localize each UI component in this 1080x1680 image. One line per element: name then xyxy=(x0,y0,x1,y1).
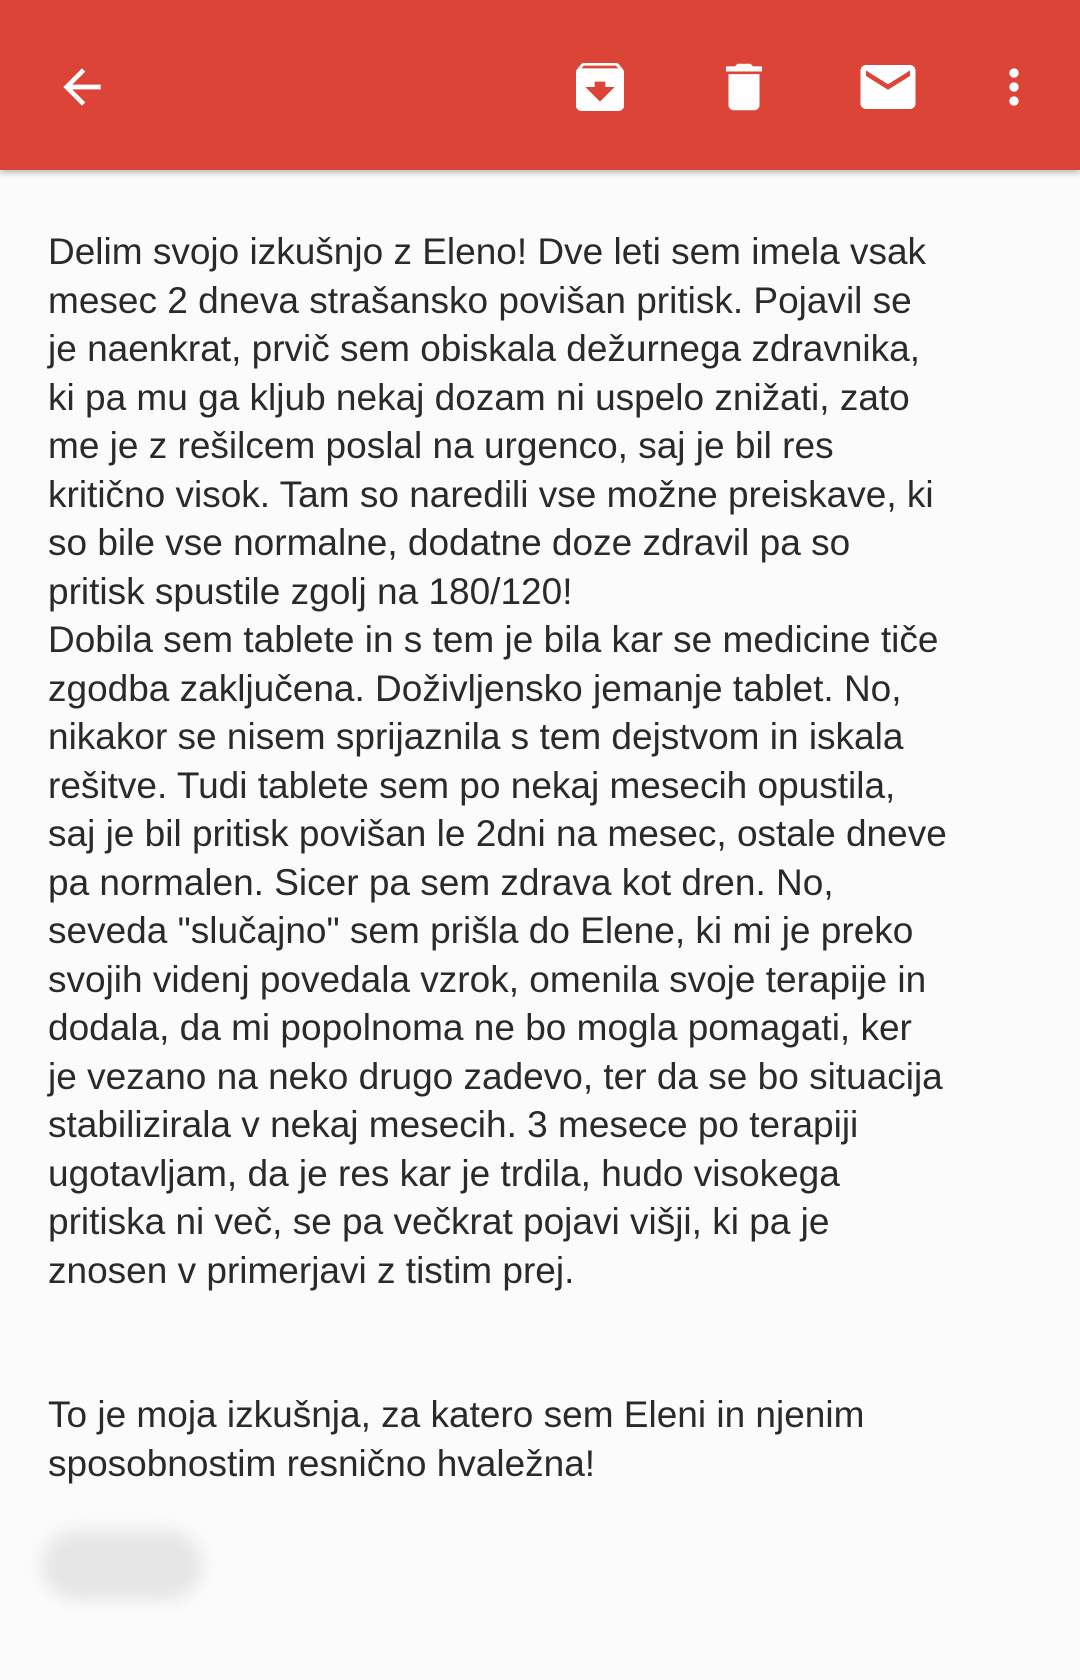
trash-icon xyxy=(713,56,775,118)
archive-icon xyxy=(568,55,632,119)
mail-icon xyxy=(855,54,921,120)
blurred-signature xyxy=(42,1530,202,1600)
more-vert-icon xyxy=(986,59,1042,115)
message-paragraph: Delim svojo izkušnjo z Eleno! Dve leti sem imela vsak mesec 2 dneva strašansko povišan pritisk. Pojavil se je naenkrat, prvič sem obiskala dežurnega zdravnika, ki pa mu ga kljub nekaj dozam ni uspelo znižati, zato me je z rešilcem poslal na urgenco, saj je bil res kritično visok. Tam so naredili vse možne preiskave, ki so bile vse normalne, dodatne doze zdravil pa so pritisk spustile zgolj na 180/120! Dobila sem tablete in s tem je bila kar se medicine tiče zgodba zaključena. Doživljensko jemanje tablet. No, nikakor se nisem sprijaznila s tem dejstvom in iskala rešitve. Tudi tablete sem po nekaj mesecih opustila, saj je bil pritisk povišan le 2dni na mesec, ostale dneve pa normalen. Sicer pa sem zdrava kot dren. No, seveda "slučajno" sem prišla do Elene, ki mi je preko svojih videnj povedala vzrok, omenila svoje terapije in dodala, da mi popolnoma ne bo mogla pomagati, ker je vezano na neko drugo zadevo, ter da se bo situacija stabilizirala v nekaj mesecih. 3 mesece po terapiji ugotavljam, da je res kar je trdila, hudo visokega pritiska ni več, se pa večkrat pojavi višji, ki pa je znosen v primerjavi z tistim prej. xyxy=(48,231,947,1291)
back-arrow-icon xyxy=(54,59,110,115)
back-button[interactable] xyxy=(40,45,124,129)
mark-unread-button[interactable] xyxy=(846,45,930,129)
message-body xyxy=(48,228,1038,1488)
app-toolbar xyxy=(0,0,1080,170)
message-closing-paragraph: To je moja izkušnja, za katero sem Eleni in njenim sposobnostim resnično hvaležna! xyxy=(48,1394,865,1484)
delete-button[interactable] xyxy=(702,45,786,129)
more-options-button[interactable] xyxy=(972,45,1056,129)
archive-button[interactable] xyxy=(558,45,642,129)
